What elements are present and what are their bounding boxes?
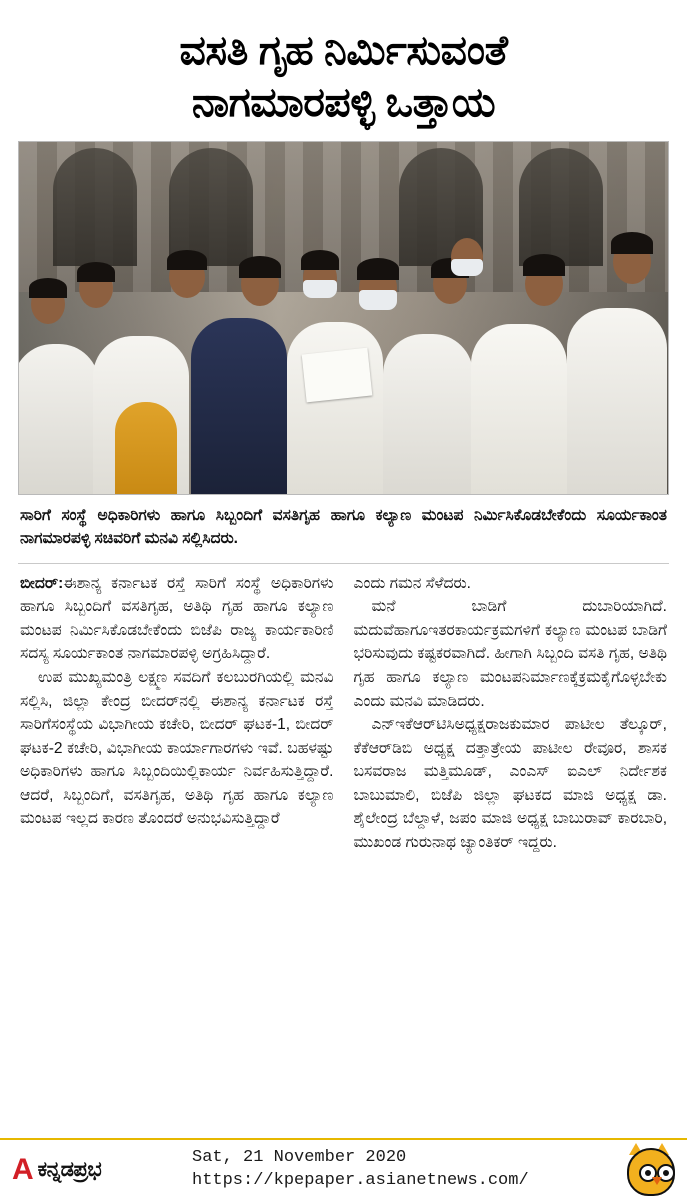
logo-mark: A	[12, 1153, 34, 1186]
owl-beak	[652, 1177, 662, 1185]
page-title	[20, 24, 667, 129]
photo-person-hair	[357, 258, 399, 280]
photo-person-hair	[301, 250, 339, 270]
photo-person-hair	[167, 250, 207, 270]
photo-face-mask	[451, 259, 483, 276]
page-footer	[0, 1138, 687, 1200]
paragraph	[20, 572, 334, 666]
publication-url[interactable]: https://kpepaper.asianetnews.com/	[192, 1171, 529, 1190]
paragraph: ಉಪ ಮುಖ್ಯಮಂತ್ರಿ ಲಕ್ಷ್ಮಣ ಸವದಿಗೆ ಕಲಬುರಗಿಯಲ್ಲಿ ಮನವಿ ಸಲ್ಲಿಸಿ, ಜಿಲ್ಲಾ ಕೇಂದ್ರ ಬೀದರ್‌ನಲ್ಲಿ ಈಶಾನ್ಯ ಕರ್ನಾಟಕ ರಸ್ತೆ ಸಾರಿಗೆಸಂಸ್ಥೆಯ ವಿಭಾಗೀಯ ಕಚೇರಿ, ಬೀದರ್‌ ಘಟಕ-1, ಬೀದರ್‌ ಘಟಕ-2 ಕಚೇರಿ, ವಿಭಾಗೀಯ ಕಾರ್ಯಾಗಾರಗಳು ಇವೆ. ಬಹಳಷ್ಟು ಅಧಿಕಾರಿಗಳು ಹಾಗೂ ಸಿಬ್ಬಂದಿಯಿಲ್ಲಿಕಾರ್ಯ ನಿರ್ವಹಿಸುತ್ತಿದ್ದಾರೆ. ಆದರೆ, ಸಿಬ್ಬಂದಿಗೆ, ವಸತಿಗೃಹ, ಅತಿಥಿ ಗೃಹ ಹಾಗೂ ಕಲ್ಯಾಣ ಮಂಟಪ ಇಲ್ಲದ ಕಾರಣ ತೊಂದರೆ ಅನುಭವಿಸುತ್ತಿದ್ದಾರೆ	[20, 669, 334, 828]
footer-meta	[192, 1147, 623, 1193]
photo-person-hair	[77, 262, 115, 282]
photo-person-body	[567, 308, 667, 494]
owl-pupil	[663, 1170, 669, 1176]
photo-image	[19, 142, 668, 494]
article-photo	[18, 141, 669, 495]
photo-person-hair	[29, 278, 67, 298]
article-column-left	[20, 572, 334, 855]
article-column-right	[354, 572, 668, 855]
dateline: ಬೀದರ್‌:	[20, 574, 64, 592]
owl-icon	[623, 1144, 675, 1196]
owl-body	[627, 1148, 675, 1196]
photo-person-hair	[239, 256, 281, 278]
photo-person-body	[287, 322, 383, 494]
photo-face-mask	[303, 280, 337, 298]
photo-person-hair	[611, 232, 653, 254]
divider	[18, 563, 669, 564]
photo-person-hair	[523, 254, 565, 276]
photo-handover-document	[302, 348, 373, 403]
photo-person-shawl	[115, 402, 177, 494]
headline-line-2: ನಾಗಮಾರಪಳ್ಳಿ ಒತ್ತಾಯ	[191, 79, 496, 126]
logo-text: ಕನ್ನಡಪ್ರಭ	[37, 1158, 102, 1181]
photo-crowd	[19, 244, 668, 494]
photo-person-body	[18, 344, 99, 494]
paragraph-text: ಈಶಾನ್ಯ ಕರ್ನಾಟಕ ರಸ್ತೆ ಸಾರಿಗೆ ಸಂಸ್ಥೆ ಅಧಿಕಾರಿಗಳು ಹಾಗೂ ಸಿಬ್ಬಂದಿಗೆ ವಸತಿಗೃಹ, ಅತಿಥಿ ಗೃಹ ಹಾಗೂ ಕಲ್ಯಾಣ ಮಂಟಪ ನಿರ್ಮಿಸಿಕೊಡಬೇಕೆಂದು ಬಿಜೆಪಿ ರಾಜ್ಯ ಕಾರ್ಯಕಾರಿಣಿ ಸದಸ್ಯ ಸೂರ್ಯಕಾಂತ ನಾಗಮಾರಪಳ್ಳಿ ಅಗ್ರಹಿಸಿದ್ದಾರೆ.	[20, 574, 334, 663]
photo-person-body	[383, 334, 473, 494]
paragraph: ಎಂದು ಗಮನ ಸೆಳೆದರು.	[353, 574, 471, 592]
publication-logo	[12, 1155, 192, 1185]
photo-face-mask	[359, 290, 397, 310]
publication-date: Sat, 21 November 2020	[192, 1148, 407, 1168]
owl-pupil	[645, 1170, 651, 1176]
article-body	[20, 572, 667, 855]
headline-line-1: ವಸತಿ ಗೃಹ ನಿರ್ಮಿಸುವಂತೆ	[179, 27, 508, 73]
paragraph: ಮನೆ ಬಾಡಿಗೆ ದುಬಾರಿಯಾಗಿದೆ. ಮದುವೆಹಾಗೂಇತರಕಾರ್ಯಕ್ರಮಗಳಿಗೆ ಕಲ್ಯಾಣ ಮಂಟಪ ಬಾಡಿಗೆ ಭರಿಸುವುದು ಕಷ್ಟಕರವಾಗಿದೆ. ಹೀಗಾಗಿ ಸಿಬ್ಬಂದಿ ವಸತಿ ಗೃಹ, ಅತಿಥಿ ಗೃಹ ಹಾಗೂ ಕಲ್ಯಾಣ ಮಂಟಪನಿರ್ಮಾಣಕ್ಕೆಕ್ರಮಕೈಗೊಳ್ಳಬೇಕು ಎಂದು ಮನವಿ ಮಾಡಿದರು.	[353, 598, 667, 710]
paragraph: ಎನ್‌ಇಕೆಆರ್‌ಟಿಸಿಅಧ್ಯಕ್ಷರಾಜಕುಮಾರ ಪಾಟೀಲ ತೆಲ್ಕೂರ್‌, ಕೆಕೆಆರ್‌ಡಿಬಿ ಅಧ್ಯಕ್ಷ ದತ್ತಾತ್ರೇಯ ಪಾಟೀಲ ರೇವೂರ, ಶಾಸಕ ಬಸವರಾಜ ಮತ್ತಿಮೂಡ್‌, ಎಂಎಸ್‌ ಐಎಲ್‌ ನಿರ್ದೇಶಕ ಬಾಬುಮಾಲಿ, ಬಿಜೆಪಿ ಜಿಲ್ಲಾ ಘಟಕದ ಮಾಜಿ ಅಧ್ಯಕ್ಷ ಡಾ. ಶೈಲೇಂದ್ರ ಬೆಲ್ದಾಳೆ, ಜಪಂ ಮಾಜಿ ಅಧ್ಯಕ್ಷ ಬಾಬುರಾವ್‌ ಕಾರಬಾರಿ, ಮುಖಂಡ ಗುರುನಾಥ ಜ್ಯಾಂತಿಕರ್‌ ಇದ್ದರು.	[353, 716, 667, 851]
photo-person-body	[191, 318, 287, 494]
photo-person-body	[471, 324, 567, 494]
photo-caption: ಸಾರಿಗೆ ಸಂಸ್ಥೆ ಅಧಿಕಾರಿಗಳು ಹಾಗೂ ಸಿಬ್ಬಂದಿಗೆ ವಸತಿಗೃಹ ಹಾಗೂ ಕಲ್ಯಾಣ ಮಂಟಪ ನಿರ್ಮಿಸಿಕೊಡಬೇಕೆಂದು ಸೂರ್ಯಕಾಂತ ನಾಗಮಾರಪಳ್ಳಿ ಸಚಿವರಿಗೆ ಮನವಿ ಸಲ್ಲಿಸಿದರು.	[20, 506, 667, 547]
